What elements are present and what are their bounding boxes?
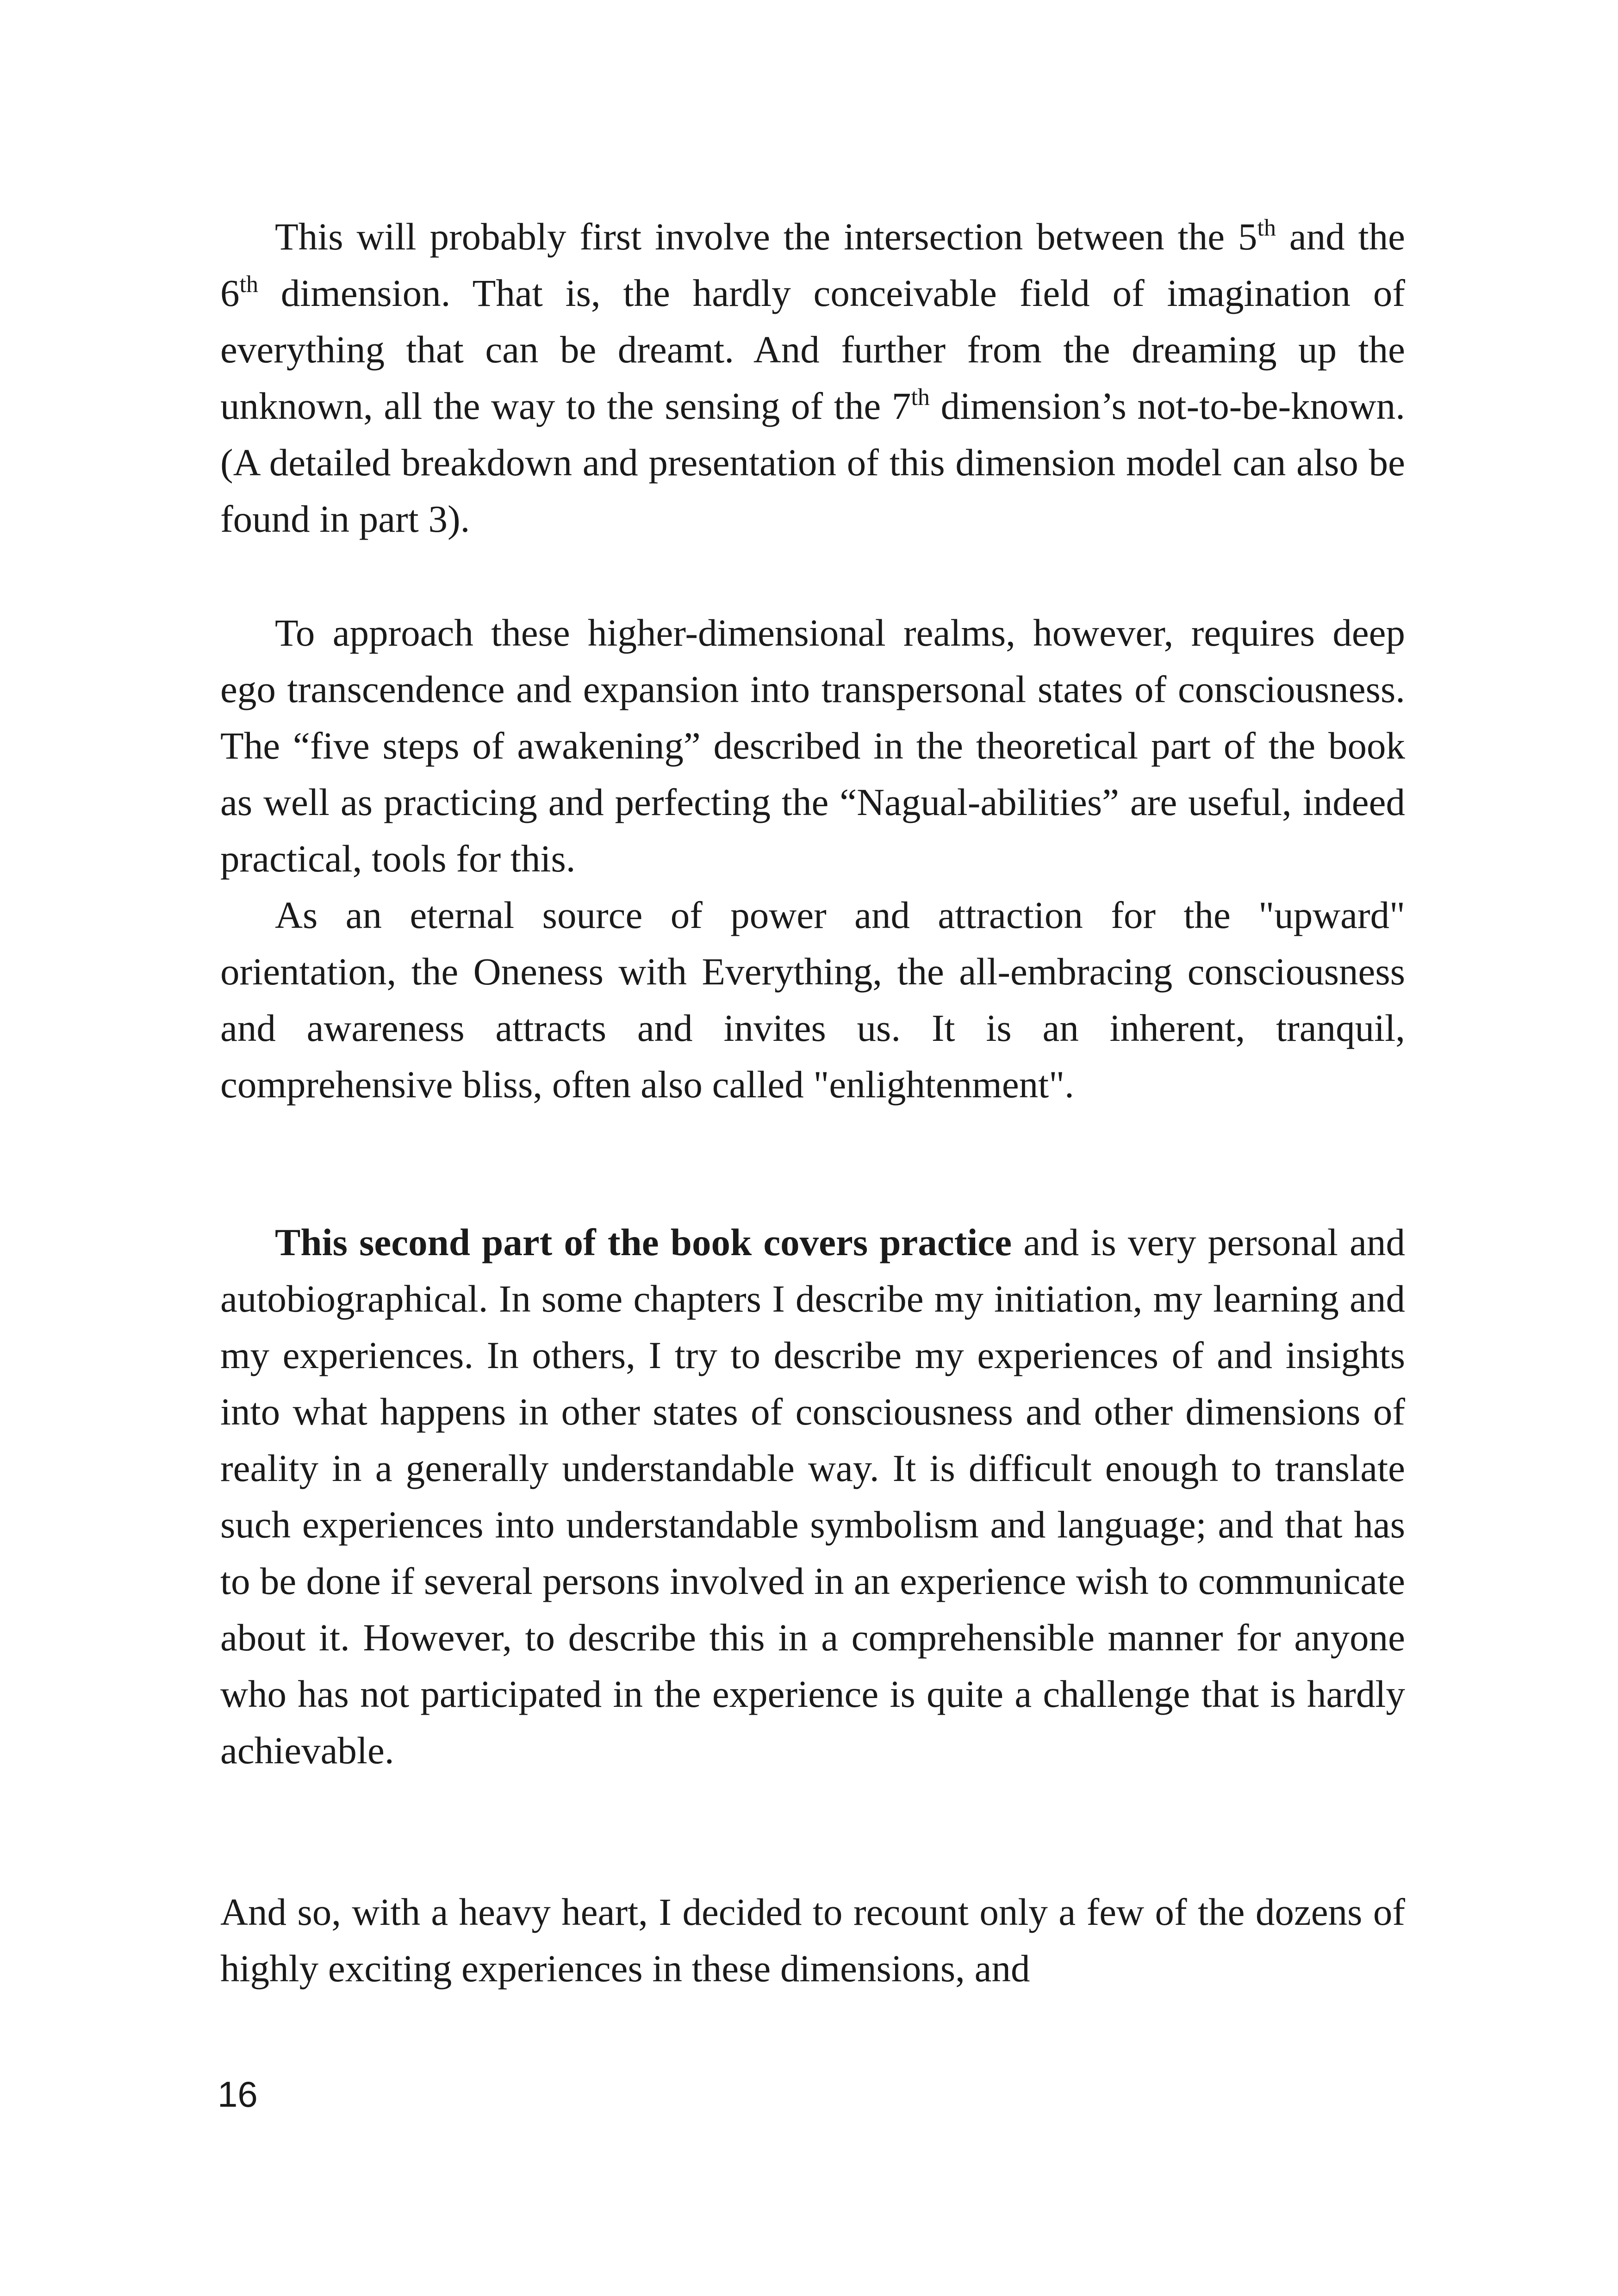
paragraph-text: And so, with a heavy heart, I decided to recount only a few of the dozens of highly exciting experiences in these dimensions, and (220, 1891, 1405, 1990)
superscript: th (239, 271, 258, 298)
superscript: th (1257, 215, 1276, 241)
paragraph-eternal-source: As an eternal source of power and attraction for the "upward" orientation, the Oneness with Everything, the all-embracing consciousness and awareness attracts and invites us. It is an inherent, tranquil, comprehensive bliss, often also called "enlightenment". (220, 894, 1405, 1106)
text-run: dimension’s not-to-be-known. (A detailed breakdown and presentation of this dimension model can also be found in part 3). (220, 385, 1405, 540)
paragraph-text (220, 1214, 1405, 1779)
paragraph-dimension-intersection (220, 208, 1405, 547)
paragraph-higher-dimensional-realms: To approach these higher-dimensional realms, however, requires deep ego transcendence and expansion into transpersonal states of consciousness. The “five steps of awakening” described in the theoretical part of the book as well as practicing and perfecting the “Nagual-abilities” are useful, indeed practical, tools for this. (220, 611, 1405, 880)
page-number: 16 (218, 2074, 258, 2115)
superscript: th (911, 384, 930, 411)
paragraph-second-part (220, 1214, 1405, 1779)
text-run: and is very personal and autobiographical. In some chapters I describe my initiation, my learning and my experiences. In others, I try to describe my experiences of and insights into what happens in other states of consciousness and other dimensions of reality in a generally understandable way. It is difficult enough to translate such experiences into understandable symbolism and language; and that has to be done if several persons involved in an experience wish to communicate about it. However, to describe this in a comprehensible manner for anyone who has not participated in the experience is quite a challenge that is hardly achievable. (220, 1221, 1405, 1772)
text-run: This will probably first involve the intersection between the 5 (275, 215, 1257, 258)
bold-lead-in: This second part of the book covers practice (275, 1221, 1012, 1263)
text-run: dimension. That is, the hardly conceivable field of imagination of everything that can be dreamt. And further from the dreaming up the unknown, all the way to the sensing of the 7 (220, 272, 1405, 427)
paragraph-group-higher-dimensions (220, 604, 1405, 1113)
text-run: and the 6 (220, 215, 1405, 314)
paragraph-heavy-heart (220, 1884, 1405, 1997)
paragraph-text (220, 208, 1405, 547)
